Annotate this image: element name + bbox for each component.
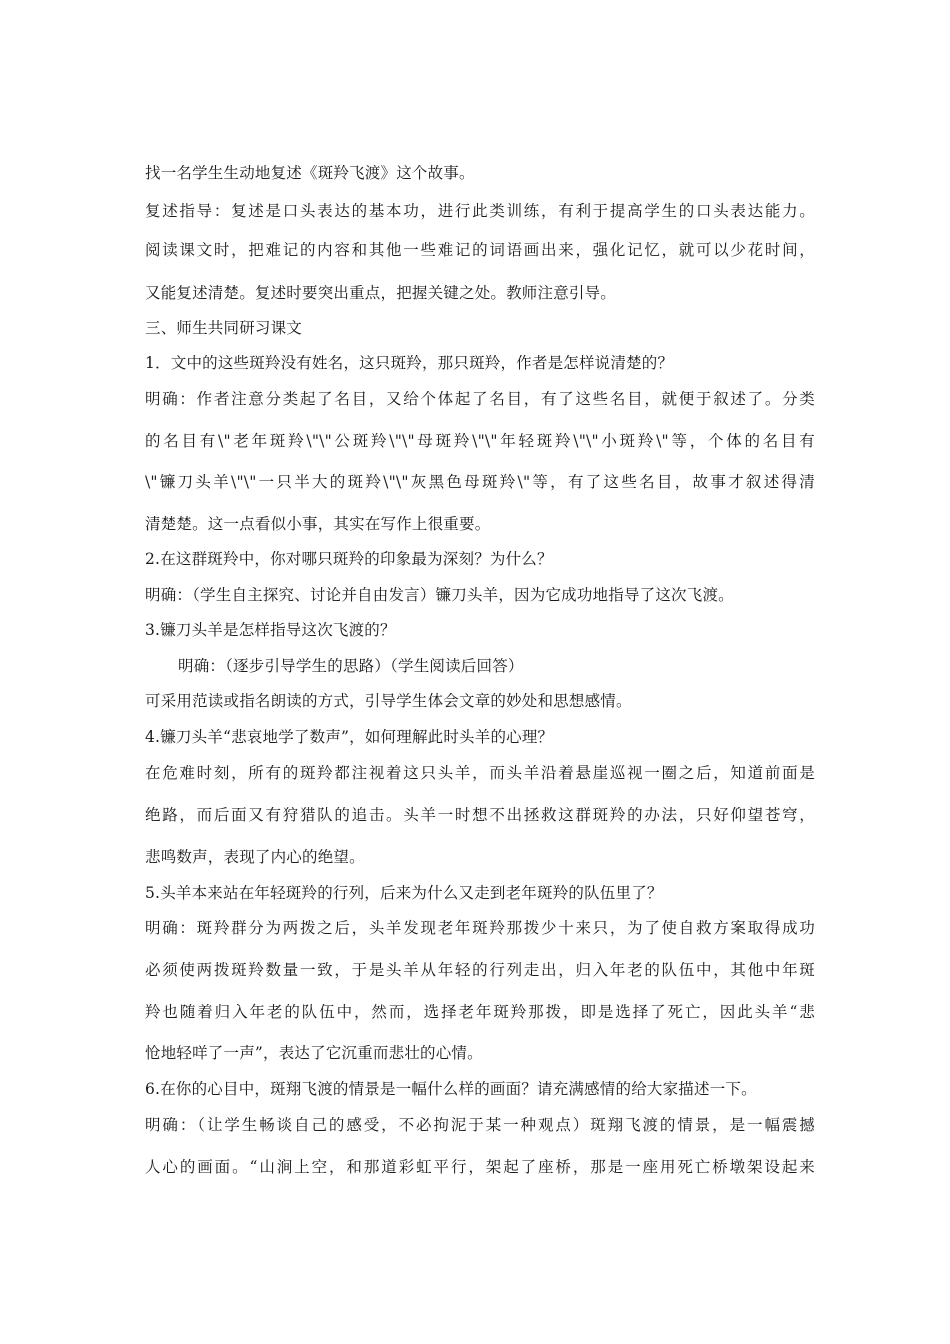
question-line: 5.头羊本来站在年轻斑羚的行列，后来为什么又走到老年斑羚的队伍里了？	[145, 884, 663, 902]
text-line: 阅读课文时，把难记的内容和其他一些难记的词语画出来，强化记忆，就可以少花时间，	[145, 241, 815, 259]
question-line: 2.在这群斑羚中，你对哪只斑羚的印象最为深刻？为什么？	[145, 550, 553, 568]
text-line: 的名目有\"老年斑羚\"\"公斑羚\"\"母斑羚\"\"年轻斑羚\"\"小斑羚\"等，个体的名目有	[145, 432, 815, 450]
text-line: 在危难时刻，所有的斑羚都注视着这只头羊，而头羊沿着悬崖巡视一圈之后，知道前面是	[145, 764, 815, 782]
text-line: 绝路，而后面又有狩猎队的追击。头羊一时想不出拯救这群斑羚的办法，只好仰望苍穹，	[145, 806, 815, 824]
text-line: 明确：（学生自主探究、讨论并自由发言）镰刀头羊，因为它成功地指导了这次飞渡。	[145, 586, 734, 604]
text-line: 明确：（逐步引导学生的思路）（学生阅读后回答）	[178, 657, 524, 675]
text-line: 找一名学生生动地复述《斑羚飞渡》这个故事。	[145, 164, 475, 182]
text-line: 悲鸣数声，表现了内心的绝望。	[145, 848, 365, 866]
text-line: 明确：斑羚群分为两拨之后，头羊发现老年斑羚那拨少十来只，为了使自救方案取得成功	[145, 919, 815, 937]
text-line: 清楚楚。这一点看似小事，其实在写作上很重要。	[145, 515, 491, 533]
text-line: \"镰刀头羊\"\"一只半大的斑羚\"\"灰黑色母斑羚\"等，有了这些名目，故事才叙述得清	[145, 473, 815, 491]
text-line: 明确：（让学生畅谈自己的感受，不必拘泥于某一种观点）斑翔飞渡的情景，是一幅震撼	[145, 1116, 815, 1134]
section-heading: 三、师生共同研习课文	[145, 319, 303, 337]
text-line: 明确：作者注意分类起了名目，又给个体起了名目，有了这些名目，就便于叙述了。分类	[145, 390, 815, 408]
text-line: 人心的画面。“山涧上空，和那道彩虹平行，架起了座桥，那是一座用死亡桥墩架设起来	[145, 1158, 815, 1176]
question-line: 3.镰刀头羊是怎样指导这次飞渡的？	[145, 621, 396, 639]
question-line: 6.在你的心目中，斑翔飞渡的情景是一幅什么样的画面？请充满感情的给大家描述一下。	[145, 1080, 757, 1098]
text-line: 又能复述清楚。复述时要突出重点，把握关键之处。教师注意引导。	[145, 284, 617, 302]
text-line: 复述指导：复述是口头表达的基本功，进行此类训练，有利于提高学生的口头表达能力。	[145, 202, 815, 220]
text-line: 羚也随着归入年老的队伍中，然而，选择老年斑羚那拨，即是选择了死亡，因此头羊“悲	[145, 1003, 815, 1021]
question-line: 1．文中的这些斑羚没有姓名，这只斑羚，那只斑羚，作者是怎样说清楚的？	[145, 354, 674, 372]
text-line: 怆地轻咩了一声”，表达了它沉重而悲壮的心情。	[145, 1044, 483, 1062]
text-line: 可采用范读或指名朗读的方式，引导学生体会文章的妙处和思想感情。	[145, 692, 632, 710]
question-line: 4.镰刀头羊“悲哀地学了数声”，如何理解此时头羊的心理？	[145, 728, 554, 746]
text-line: 必须使两拨斑羚数量一致，于是头羊从年轻的行列走出，归入年老的队伍中，其他中年斑	[145, 961, 815, 979]
